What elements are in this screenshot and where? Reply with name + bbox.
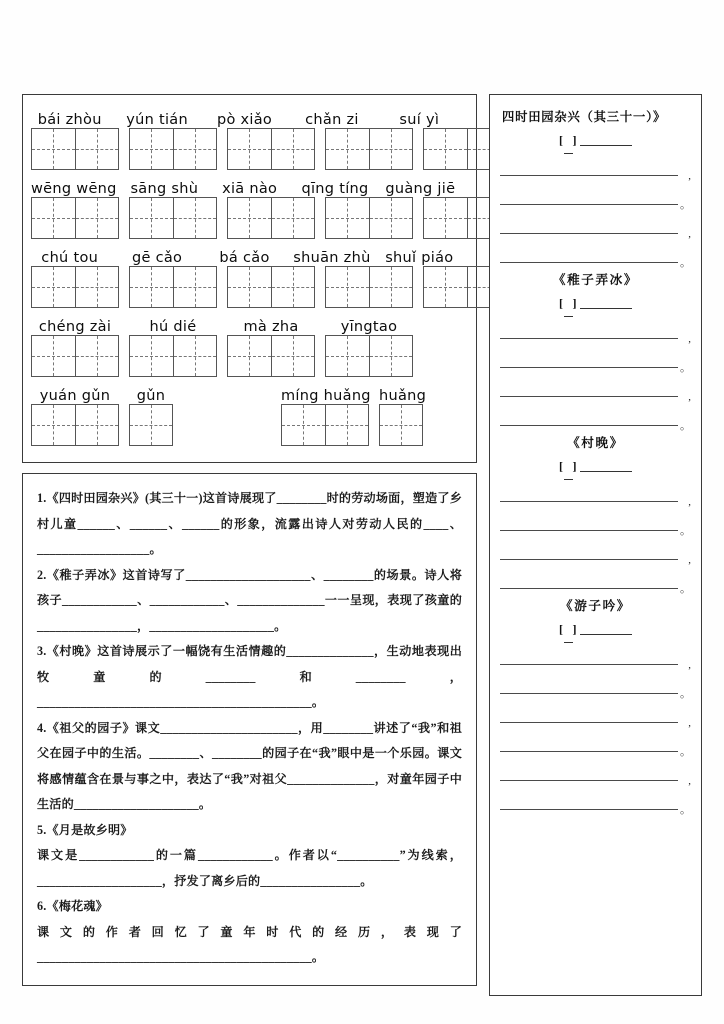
verse-write-line[interactable] [500,241,691,270]
tianzige-cell[interactable] [32,198,75,238]
tianzige-cell[interactable] [369,267,412,307]
pinyin-label: yīngtao [340,318,398,335]
pinyin-row [31,243,468,310]
grid-slot [129,266,217,308]
tianzige-group[interactable] [129,197,217,239]
verse-write-line[interactable] [500,788,691,817]
question-text: 《祖父的园子》课文______________________，用________讲述了“我”和祖父在园子中的生活。________、________的园子在“我”眼中是一个乐园。课文将感情蕴含在景与事之中，表达了“我”对祖父______________，对童年园子中生活的____________________。 [37,720,462,811]
tianzige-cell[interactable] [380,405,422,445]
pinyin-label-row [31,381,468,403]
tianzige-cell[interactable] [369,129,412,169]
pinyin-label: xiā nào [222,180,278,197]
question-item [37,920,462,971]
pinyin-label-row [31,312,468,334]
tianzige-cell[interactable] [326,336,369,376]
tianzige-cell[interactable] [424,267,467,307]
tianzige-group[interactable] [129,128,217,170]
dynasty-bracket-open: [ [559,296,564,310]
pinyin-label: chǎn zi [305,111,359,128]
verse-rule [500,559,678,560]
verse-write-line[interactable] [500,346,691,375]
verse-punctuation: , [688,554,691,566]
tianzige-cell[interactable] [75,336,118,376]
verse-rule [500,722,678,723]
pinyin-label: míng huǎng [281,387,371,404]
verse-punctuation: 。 [680,199,691,211]
verse-write-line[interactable] [500,154,691,183]
tianzige-cell[interactable] [271,129,314,169]
pinyin-label: shuǐ piáo [385,249,454,266]
pinyin-label-row [31,174,468,196]
question-number: 1. [37,491,47,505]
verse-punctuation: 。 [680,804,691,816]
poem-author-line[interactable] [500,453,691,480]
verse-rule [500,367,678,368]
pinyin-row [31,312,468,379]
tianzige-group[interactable] [31,128,119,170]
verse-punctuation: 。 [680,257,691,269]
verse-write-line[interactable] [500,759,691,788]
tianzige-group[interactable] [31,335,119,377]
question-number: 6. [37,899,47,913]
pinyin-label-row [31,243,468,265]
tianzige-group[interactable] [31,266,119,308]
poet-name-blank[interactable] [580,621,632,635]
verse-write-line[interactable] [500,404,691,433]
question-number: 5. [37,822,47,837]
verse-write-line[interactable] [500,509,691,538]
dynasty-bracket-close: ] [572,296,577,310]
tianzige-group[interactable] [31,197,119,239]
verse-rule [500,425,678,426]
tianzige-group[interactable] [325,197,413,239]
tianzige-cell[interactable] [75,129,118,169]
tianzige-group[interactable] [129,335,217,377]
verse-rule [500,501,678,502]
tianzige-group[interactable] [227,335,315,377]
verse-write-line[interactable] [500,672,691,701]
verse-punctuation: 。 [680,583,691,595]
verse-punctuation: 。 [680,525,691,537]
question-item [37,486,462,563]
verse-punctuation: , [688,659,691,671]
verse-rule [500,262,678,263]
question-number: 3. [37,644,47,658]
tianzige-group[interactable] [325,335,413,377]
grid-slot [31,197,119,239]
tianzige-group[interactable] [281,404,369,446]
question-number: 4. [37,720,47,735]
pinyin-label: qīng tíng [301,180,369,197]
dynasty-blank[interactable] [564,453,573,480]
verse-punctuation: 。 [680,420,691,432]
pinyin-row [31,105,468,172]
poem-block [500,433,691,596]
grid-slot [325,266,413,308]
verse-write-line[interactable] [500,538,691,567]
question-text: 《梅花魂》 [46,899,108,913]
verse-punctuation: , [688,496,691,508]
poem-block [500,107,691,270]
verse-rule [500,809,678,810]
tianzige-cell[interactable] [75,198,118,238]
tianzige-cell[interactable] [173,336,216,376]
question-number: 2. [37,567,47,582]
verse-rule [500,664,678,665]
verse-punctuation: 。 [680,688,691,700]
grid-slot [379,404,423,446]
dynasty-bracket-open: [ [559,622,564,636]
poem-title: 《村晚》 [567,436,624,450]
writing-grid-row [31,266,468,310]
pinyin-label: gē cǎo [131,249,183,266]
tianzige-cell[interactable] [271,267,314,307]
tianzige-cell[interactable] [130,267,173,307]
verse-punctuation: , [688,228,691,240]
tianzige-cell[interactable] [75,405,118,445]
question-item [37,716,462,818]
dynasty-blank[interactable] [564,290,573,317]
tianzige-cell[interactable] [32,267,75,307]
pinyin-label: bá cǎo [219,249,270,266]
tianzige-cell[interactable] [228,198,271,238]
grid-slot [31,404,119,446]
pinyin-label: chéng zài [38,318,112,335]
tianzige-group[interactable] [379,404,423,446]
poet-name-blank[interactable] [580,132,632,146]
question-text: 《稚子弄冰》这首诗写了____________________、________的场景。诗人将孩子____________、____________、______________一一呈现，表现了孩童的________________，____________________。 [37,567,462,633]
tianzige-cell[interactable] [130,405,172,445]
verse-rule [500,204,678,205]
poem-author-line[interactable] [500,127,691,154]
pinyin-label: chú tou [41,249,99,266]
pinyin-label: wēng wēng [31,180,117,197]
grid-slot [129,335,217,377]
dynasty-bracket-close: ] [572,133,577,147]
tianzige-group[interactable] [129,266,217,308]
tianzige-cell[interactable] [173,267,216,307]
verse-punctuation: 。 [680,746,691,758]
verse-punctuation: , [688,170,691,182]
tianzige-cell[interactable] [130,198,173,238]
pinyin-label: huǎng [379,387,427,404]
poem-block [500,270,691,433]
verse-write-line[interactable] [500,317,691,346]
poem-title: 《游子吟》 [560,599,631,613]
verse-rule [500,396,678,397]
grid-slot [31,335,119,377]
grid-slot [281,404,369,446]
dynasty-bracket-open: [ [559,133,564,147]
grid-slot [129,404,173,446]
tianzige-cell[interactable] [75,267,118,307]
grid-slot [31,128,119,170]
tianzige-group[interactable] [227,128,315,170]
tianzige-cell[interactable] [228,336,271,376]
verse-write-line[interactable] [500,480,691,509]
tianzige-cell[interactable] [228,267,271,307]
poem-title: 四时田园杂兴（其三十一）》 [502,110,667,124]
tianzige-cell[interactable] [173,198,216,238]
tianzige-cell[interactable] [173,129,216,169]
pinyin-label-row [31,105,468,127]
tianzige-cell[interactable] [32,405,75,445]
grid-slot [227,335,315,377]
verse-write-line[interactable] [500,212,691,241]
tianzige-cell[interactable] [32,336,75,376]
tianzige-cell[interactable] [130,336,173,376]
question-item [37,818,462,844]
question-text: 课文是____________的一篇____________。作者以“__________”为线索，____________________，抒发了离乡后的________________。 [37,848,462,888]
pinyin-row [31,174,468,241]
left-column [22,94,477,986]
question-item [37,894,462,920]
pinyin-label: sāng shù [130,180,199,197]
pinyin-label: shuān zhù [293,249,371,266]
pinyin-label: yuán gǔn [39,387,111,404]
question-item [37,563,462,640]
poem-author-line[interactable] [500,616,691,643]
tianzige-cell[interactable] [369,336,412,376]
verse-punctuation: 。 [680,362,691,374]
poem-author-line[interactable] [500,290,691,317]
tianzige-cell[interactable] [228,129,271,169]
pinyin-writing-grid-panel [22,94,477,463]
verse-punctuation: , [688,717,691,729]
pinyin-label: suí yì [399,111,440,128]
pinyin-label: guàng jiē [385,180,456,197]
question-text: 《村晚》这首诗展示了一幅饶有生活情趣的______________，生动地表现出牧童的________和________，____________________________________________。 [37,644,462,709]
pinyin-row [31,381,468,448]
tianzige-cell[interactable] [424,129,467,169]
poem-recitation-panel [489,94,702,996]
tianzige-cell[interactable] [326,129,369,169]
grid-slot [31,266,119,308]
dynasty-bracket-open: [ [559,459,564,473]
tianzige-cell[interactable] [326,267,369,307]
pinyin-label: yún tián [126,111,188,128]
poem-title: 《稚子弄冰》 [552,273,639,287]
verse-write-line[interactable] [500,701,691,730]
grid-slot [227,266,315,308]
tianzige-cell[interactable] [424,198,467,238]
grid-slot [227,197,315,239]
tianzige-cell[interactable] [271,198,314,238]
tianzige-cell[interactable] [282,405,325,445]
verse-write-line[interactable] [500,730,691,759]
dynasty-bracket-close: ] [572,459,577,473]
verse-write-line[interactable] [500,567,691,596]
verse-rule [500,780,678,781]
tianzige-cell[interactable] [326,198,369,238]
tianzige-cell[interactable] [271,336,314,376]
tianzige-cell[interactable] [369,198,412,238]
verse-rule [500,588,678,589]
verse-punctuation: , [688,333,691,345]
tianzige-group[interactable] [227,197,315,239]
dynasty-blank[interactable] [564,616,573,643]
grid-slot [129,128,217,170]
question-text: 课文的作者回忆了童年时代的经历，表现了____________________________________________。 [37,924,462,964]
grid-slot [325,197,413,239]
question-item [37,843,462,894]
question-text: 《四时田园杂兴》(其三十一)这首诗展现了________时的劳动场面，塑造了乡村儿童______、______、______的形象，流露出诗人对劳动人民的____、__________________。 [37,491,462,556]
pinyin-label: pò xiǎo [216,111,273,128]
verse-write-line[interactable] [500,183,691,212]
tianzige-group[interactable] [129,404,173,446]
poem-block [500,596,691,817]
pinyin-label: gǔn [136,387,166,404]
poet-name-blank[interactable] [580,458,632,472]
tianzige-cell[interactable] [32,129,75,169]
verse-punctuation: , [688,775,691,787]
fill-in-the-blank-questions-panel [22,473,477,986]
pinyin-label: bái zhòu [37,111,102,128]
tianzige-group[interactable] [227,266,315,308]
tianzige-group[interactable] [325,128,413,170]
writing-grid-row [31,404,468,448]
verse-rule [500,233,678,234]
tianzige-cell[interactable] [130,129,173,169]
grid-slot [325,335,413,377]
verse-write-line[interactable] [500,643,691,672]
grid-slot [129,197,217,239]
writing-grid-row [31,128,468,172]
poet-name-blank[interactable] [580,295,632,309]
verse-rule [500,338,678,339]
tianzige-group[interactable] [31,404,119,446]
verse-rule [500,175,678,176]
pinyin-label: mà zha [243,318,299,335]
verse-rule [500,693,678,694]
writing-grid-row [31,197,468,241]
grid-slot [325,128,413,170]
verse-punctuation: , [688,391,691,403]
tianzige-group[interactable] [325,266,413,308]
question-item [37,639,462,716]
pinyin-label: hú dié [149,318,197,335]
writing-grid-row [31,335,468,379]
dynasty-blank[interactable] [564,127,573,154]
tianzige-cell[interactable] [325,405,368,445]
verse-write-line[interactable] [500,375,691,404]
right-column [489,94,702,996]
question-text: 《月是故乡明》 [46,822,133,837]
verse-rule [500,751,678,752]
grid-slot [227,128,315,170]
dynasty-bracket-close: ] [572,622,577,636]
verse-rule [500,530,678,531]
